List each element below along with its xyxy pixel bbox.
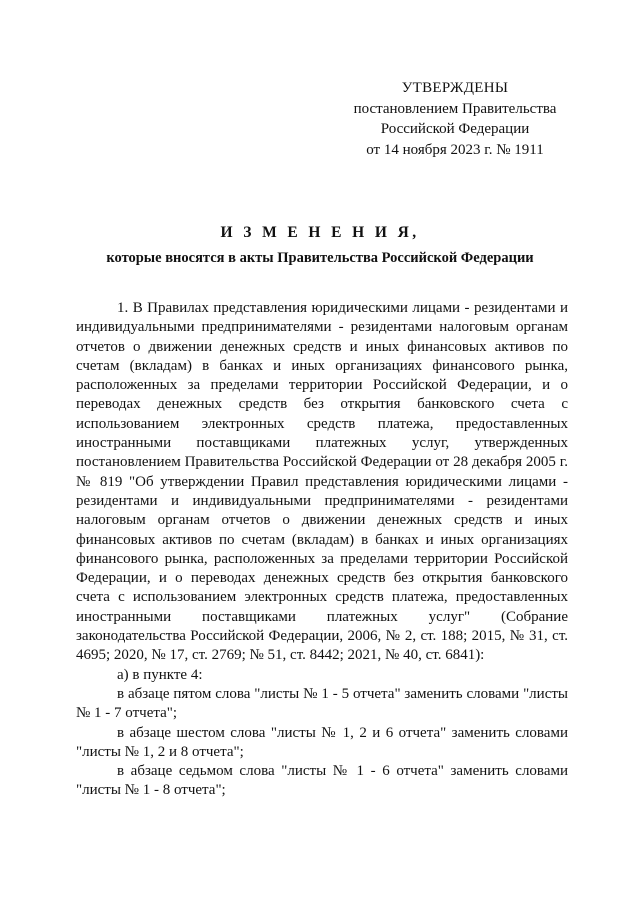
paragraph-2: а) в пункте 4:	[117, 666, 203, 683]
approval-line-3: от 14 ноября 2023 г. № 1911	[366, 141, 544, 158]
document-body	[76, 299, 568, 801]
approval-line-2: Российской Федерации	[380, 121, 530, 137]
document-subtitle: которые вносятся в акты Правительства Российской Федерации	[106, 250, 534, 266]
paragraph-5: в абзаце седьмом слова "листы № 1 - 6 отчета" заменить словами "листы № 1 - 8 отчета";	[76, 763, 568, 799]
approval-line-1: постановлением Правительства	[353, 100, 557, 117]
approval-block	[330, 78, 580, 160]
approval-heading: УТВЕРЖДЕНЫ	[401, 80, 509, 96]
document-title: И З М Е Н Е Н И Я,	[220, 224, 420, 241]
paragraph-3: в абзаце пятом слова "листы № 1 - 5 отчета" заменить словами "листы № 1 - 7 отчета";	[76, 685, 568, 722]
paragraph-4: в абзаце шестом слова "листы № 1, 2 и 6 отчета" заменить словами "листы № 1, 2 и 8 отчета";	[76, 724, 568, 760]
paragraph-1: 1. В Правилах представления юридическими лицами - резидентами и индивидуальными предпринимателями - резидентами налоговым органам отчетов о движении денежных средств и иных финансовых активов по счетам (вкладам) в банках и иных организациях финансового рынка, расположенных за пределами территории Российской Федерации, и о переводах денежных средств без открытия банковского счета с использованием электронных средств платежа, предоставленных иностранными поставщиками платежных услуг, утвержденных постановлением Правительства Российской Федерации от 28 декабря 2005 г. № 819 "Об утверждении Правил представления юридическими лицами - резидентами и индивидуальными предпринимателями - резидентами налоговым органам отчетов о движении денежных средств и иных финансовых активов по счетам (вкладам) в банках и иных организациях финансового рынка, расположенных за пределами территории Российской Федерации, и о переводах денежных средств без открытия банковского счета с использованием электронных средств платежа, предоставленных иностранными поставщиками платежных услуг" (Собрание законодательства Российской Федерации, 2006, № 2, ст. 188; 2015, № 31, ст. 4695; 2020, № 17, ст. 2769; № 51, ст. 8442; 2021, № 40, ст. 6841):	[76, 300, 568, 664]
